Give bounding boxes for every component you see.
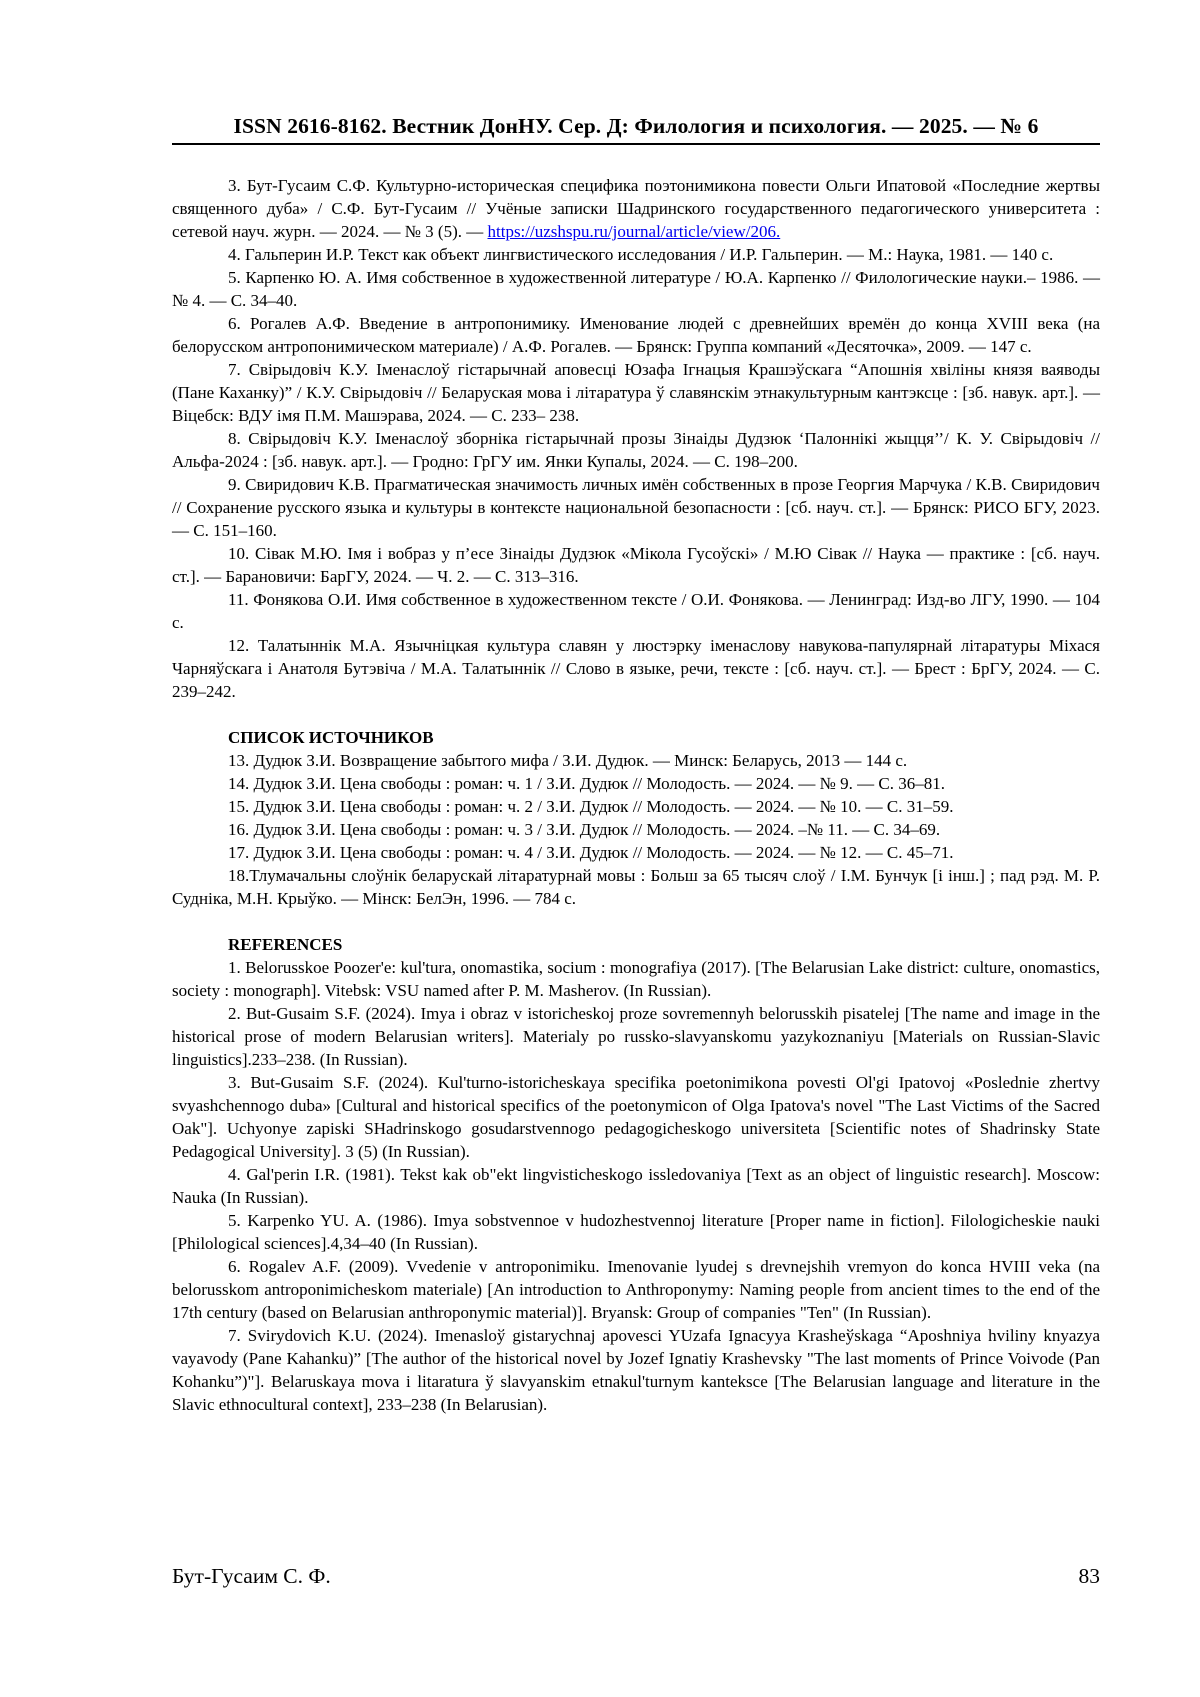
reference-entry: 8. Свірыдовіч К.У. Іменаслоў зборніка гістарычнай прозы Зінаіды Дудзюк ‘Палоннікі жыцця’’/ К. У. Свірыдовіч // Альфа-2024 : [зб. навук. арт.]. — Гродно: ГрГУ им. Янки Купалы, 2024. — С. 198–200. <box>172 429 1100 471</box>
reference-entry: 3. Бут-Гусаим С.Ф. Культурно-историческая специфика поэтонимикона повести Ольги Ипатовой «Последние жертвы священного дуба» / С.Ф. Бут-Гусаим // Учёные записки Шадринского государственного педагогического университета : сетевой науч. журн. — 2024. — № 3 (5). — https://uzshspu.ru/journal/article/view/206. <box>172 176 1100 241</box>
source-entry: 18.Тлумачальны слоўнік беларускай літаратурнай мовы : Больш за 65 тысяч слоў / І.М. Бунчук [і інш.] ; пад рэд. М. Р. Судніка, М.Н. Крыўко. — Мінск: БелЭн, 1996. — 784 с. <box>172 866 1100 908</box>
reference-entry: 4. Гальперин И.Р. Текст как объект лингвистического исследования / И.Р. Гальперин. — М.: Наука, 1981. — 140 с. <box>228 245 1054 264</box>
header-rule <box>172 143 1100 145</box>
sources-heading: СПИСОК ИСТОЧНИКОВ <box>228 728 434 747</box>
source-entry: 14. Дудюк З.И. Цена свободы : роман: ч. 1 / З.И. Дудюк // Молодость. — 2024. — № 9. — С. 36–81. <box>228 774 945 793</box>
reference-entry-en: 3. But-Gusaim S.F. (2024). Kul'turno-istoricheskaya specifika poetonimikona povesti Ol'gi Ipatovoj «Poslednie zhertvy svyashchennogo duba» [Cultural and historical specifics of the poetonymicon of Olga Ipatova's novel "The Last Victims of the Sacred Oak"]. Uchyonye zapiski SHadrinskogo gosudarstvennogo pedagogicheskogo universiteta [Scientific notes of Shadrinsky State Pedagogical University]. 3 (5) (In Russian). <box>172 1073 1100 1161</box>
reference-entry: 9. Свиридович К.В. Прагматическая значимость личных имён собственных в прозе Георгия Марчука / К.В. Свиридович // Сохранение русского языка и культуры в контексте национальной безопасности : [сб. науч. ст.]. — Брянск: РИСО БГУ, 2023. — С. 151–160. <box>172 475 1100 540</box>
reference-entry: 6. Рогалев А.Ф. Введение в антропонимику. Именование людей с древнейших времён до конца XVIII века (на белорусском антропонимическом материале) / А.Ф. Рогалев. — Брянск: Группа компаний «Десяточка», 2009. — 147 с. <box>172 314 1100 356</box>
reference-entry: 5. Карпенко Ю. А. Имя собственное в художественной литературе / Ю.А. Карпенко // Филологические науки.– 1986. — № 4. — С. 34–40. <box>172 268 1100 310</box>
source-entry: 16. Дудюк З.И. Цена свободы : роман: ч. 3 / З.И. Дудюк // Молодость. — 2024. –№ 11. — С. 34–69. <box>228 820 941 839</box>
source-entry: 15. Дудюк З.И. Цена свободы : роман: ч. 2 / З.И. Дудюк // Молодость. — 2024. — № 10. — С. 31–59. <box>228 797 954 816</box>
reference-entry: 11. Фонякова О.И. Имя собственное в художественном тексте / О.И. Фонякова. — Ленинград: Изд-во ЛГУ, 1990. — 104 с. <box>172 590 1100 632</box>
reference-entry-en: 4. Gal'perin I.R. (1981). Tekst kak ob"ekt lingvisticheskogo issledovaniya [Text as an object of linguistic research]. Moscow: Nauka (In Russian). <box>172 1165 1100 1207</box>
reference-entry-en: 5. Karpenko YU. A. (1986). Imya sobstvennoe v hudozhestvennoj literature [Proper name in fiction]. Filologicheskie nauki [Philological sciences].4,34–40 (In Russian). <box>172 1211 1100 1253</box>
spacer <box>172 910 1100 933</box>
references-heading: REFERENCES <box>228 935 343 954</box>
reference-entry-en: 7. Svirydovich K.U. (2024). Imenasloў gistarychnaj apovesci YUzafa Ignacyya Krasheўskaga “Aposhniya hviliny knyazya vayavody (Pane Kahanku)” [The author of the historical novel by Jozef Ignatiy Krashevsky "The last moments of Prince Voivode (Pan Kohanku”)"]. Belaruskaya mova i litaratura ў slavyanskim etnakul'turnym kantekscе [The Belarusian language and literature in the Slavic ethnocultural context], 233–238 (In Belarusian). <box>172 1326 1100 1414</box>
reference-entry-en: 2. But-Gusaim S.F. (2024). Imya i obraz v istoricheskoj proze sovremennyh belorusskih pisatelej [The name and image in the historical prose of modern Belarusian writers]. Materialy po russko-slavyanskomu yazykoznaniyu [Materials on Russian-Slavic linguistics].233–238. (In Russian). <box>172 1004 1100 1069</box>
reference-entry: 12. Талатыннік М.А. Язычніцкая культура славян у люстэрку іменаслову навукова-папулярнай літаратуры Міхася Чарняўскага і Анатоля Бутэвіча / М.А. Талатыннік // Слово в языке, речи, тексте : [сб. науч. ст.]. — Брест : БрГУ, 2024. — С. 239–242. <box>172 636 1100 701</box>
reference-link[interactable]: https://uzshspu.ru/journal/article/view/206. <box>487 222 781 241</box>
reference-entry: 7. Свірыдовіч К.У. Іменаслоў гістарычнай аповесці Юзафа Ігнацыя Крашэўскага “Апошнія хвіліны князя ваяводы (Пане Каханку)” / К.У. Свірыдовіч // Беларуская мова і літаратура ў славянскім этнакультурным кантэксце : [зб. навук. арт.]. — Віцебск: ВДУ імя П.М. Машэрава, 2024. — С. 233– 238. <box>172 360 1100 425</box>
reference-entry: 10. Сівак М.Ю. Імя і вобраз у п’есе Зінаіды Дудзюк «Мікола Гусоўскі» / М.Ю Сівак // Наука — практике : [сб. науч. ст.]. — Барановичи: БарГУ, 2024. — Ч. 2. — С. 313–316. <box>172 544 1100 586</box>
page-body <box>172 174 1100 1416</box>
reference-entry-en: 6. Rogalev A.F. (2009). Vvedenie v antroponimiku. Imenovanie lyudej s drevnejshih vremyon do konca HVIII veka (na belorusskom antroponimicheskom materiale) [An introduction to Anthroponymy: Naming people from ancient times to the end of the 17th century (based on Belarusian anthroponymic material)]. Bryansk: Group of companies "Ten" (In Russian). <box>172 1257 1100 1322</box>
reference-entry-en: 1. Belorusskoe Poozer'e: kul'tura, onomastika, socium : monografiya (2017). [The Belarusian Lake district: culture, onomastics, society : monograph]. Vitebsk: VSU named after P. M. Masherov. (In Russian). <box>172 958 1100 1000</box>
source-entry: 17. Дудюк З.И. Цена свободы : роман: ч. 4 / З.И. Дудюк // Молодость. — 2024. — № 12. — С. 45–71. <box>228 843 954 862</box>
footer-author: Бут-Гусаим С. Ф. <box>172 1564 331 1588</box>
page-number: 83 <box>1078 1564 1100 1588</box>
source-entry: 13. Дудюк З.И. Возвращение забытого мифа / З.И. Дудюк. — Минск: Беларусь, 2013 — 144 с. <box>228 751 908 770</box>
running-header: ISSN 2616-8162. Вестник ДонНУ. Сер. Д: Филология и психология. — 2025. — № 6 <box>233 114 1039 138</box>
spacer <box>172 703 1100 726</box>
